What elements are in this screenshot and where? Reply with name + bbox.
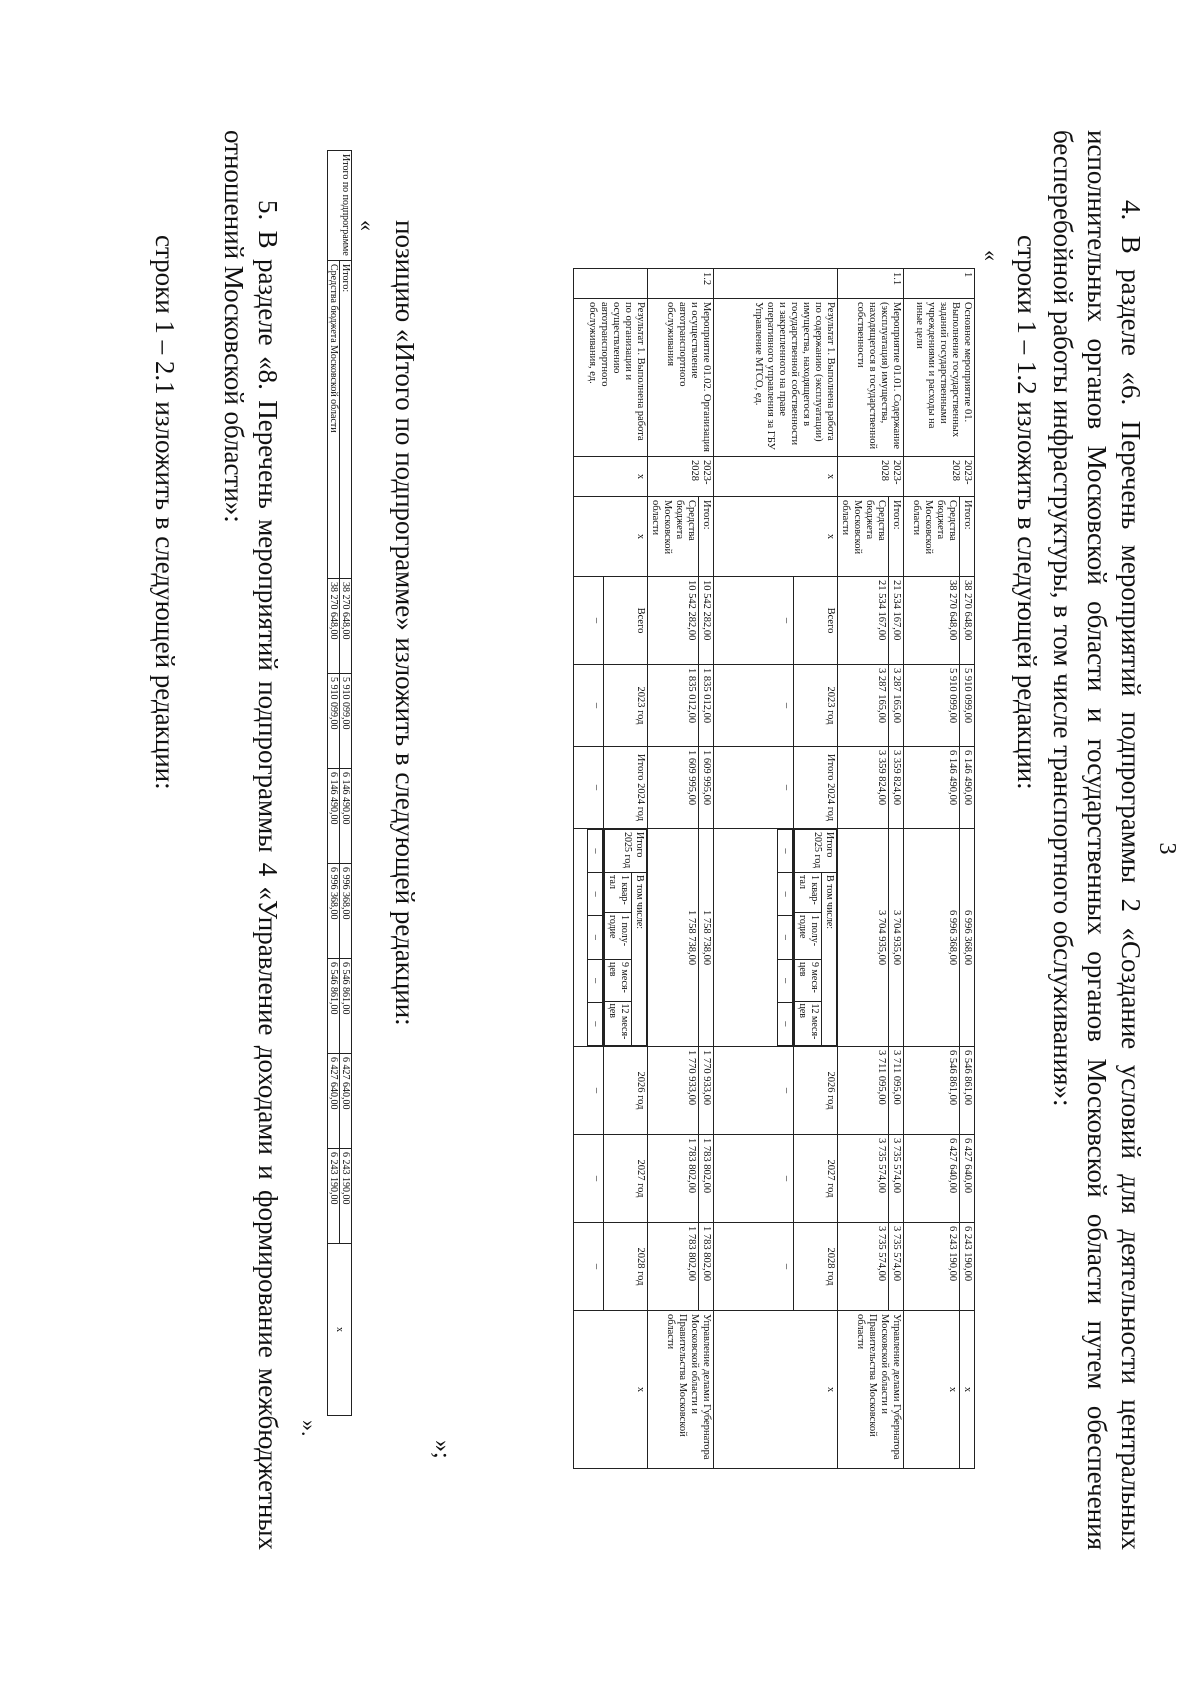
dash-cell: – — [574, 1135, 604, 1223]
dash-cell: – — [588, 873, 603, 916]
header-incl: В том числе: — [822, 873, 837, 1046]
cell-value: 3 735 574,00 — [889, 1135, 904, 1223]
cell-value: 3 359 824,00 — [889, 747, 904, 829]
header-2025: Итого 2025 год — [605, 830, 647, 873]
cell-value: 6 243 190,00 — [340, 1149, 352, 1244]
dash-cell: – — [778, 959, 793, 1002]
result-period: х — [574, 457, 648, 497]
cell-value: 1 609 995,00 — [648, 747, 699, 829]
cell-value: 6 146 490,00 — [328, 769, 340, 864]
funding-source: Средства бюджета Московской области — [904, 497, 960, 577]
dash-cell: – — [574, 1047, 604, 1135]
quarter-header — [604, 829, 647, 1046]
close-mark-2: ». — [297, 1420, 322, 1437]
header-h1: 1 полу-годие — [795, 913, 822, 960]
cell-value: 6 427 640,00 — [340, 1054, 352, 1149]
activities-table — [573, 268, 975, 1469]
cell-value: 6 427 640,00 — [904, 1135, 960, 1223]
cell-value: 6 146 490,00 — [904, 747, 960, 829]
cell-value: 6 546 861,00 — [904, 1047, 960, 1135]
cell-value: 3 711 095,00 — [838, 1047, 889, 1135]
cell-value: 3 735 574,00 — [838, 1223, 889, 1311]
cell-value: 3 287 165,00 — [838, 665, 889, 747]
activity-period: 2023-2028 — [838, 457, 904, 497]
cell-value: 6 996 368,00 — [904, 829, 960, 1047]
source-total-label: Итого: — [960, 497, 975, 577]
activity-period: 2023-2028 — [904, 457, 975, 497]
section-4-rows-instruction: строки 1 – 1.2 изложить в следующей редакции: — [1012, 235, 1042, 790]
cell-value: 6 243 190,00 — [328, 1149, 340, 1244]
header-m12: 12 меся-цев — [605, 1001, 632, 1046]
cell-value: 10 542 282,00 — [699, 577, 714, 665]
responsible-cell: х — [714, 1311, 838, 1469]
responsible-cell: х — [574, 1311, 648, 1469]
header-m9: 9 меся-цев — [605, 960, 632, 1002]
dash-cell: – — [574, 665, 604, 747]
cell-value: 5 910 099,00 — [960, 665, 975, 747]
header-2025: Итого 2025 год — [795, 830, 837, 873]
dash-cell: – — [778, 873, 793, 916]
dash-cell: – — [714, 1047, 794, 1135]
cell-value: 5 910 099,00 — [904, 665, 960, 747]
subprogram-total-label: Итого по подпрограмме — [328, 151, 352, 261]
cell-value: 1 835 012,00 — [648, 665, 699, 747]
dash-cell: – — [778, 916, 793, 959]
responsible-cell: х — [960, 1311, 975, 1469]
page-number: 3 — [1154, 842, 1180, 855]
source-total-label: Итого: — [699, 497, 714, 577]
section-5-paragraph: 5. В разделе «8. Перечень мероприятий подпрограммы 4 «Управление доходами и формирование межбюджетных отношений Московской области»: — [219, 130, 283, 1550]
activity-name: Мероприятие 01.02. Организация и осуществление автотранспортного обслуживания — [648, 299, 714, 457]
header-incl: В том числе: — [632, 873, 647, 1046]
dash-cell: – — [574, 577, 604, 665]
header-2026: 2026 год — [604, 1047, 648, 1135]
cell-value: 6 427 640,00 — [960, 1135, 975, 1223]
row-number: 1.2 — [648, 269, 714, 299]
total-label: Итого: — [340, 261, 352, 579]
dash-cell: – — [574, 1223, 604, 1311]
cell-value: 6 546 861,00 — [340, 959, 352, 1054]
result-name: Результат 1. Выполнена работа по организации и осуществлению автотранспортного обслуживания, ед. — [574, 299, 648, 457]
header-m9: 9 меся-цев — [795, 960, 822, 1002]
source-total-label: Итого: — [889, 497, 904, 577]
cell-value: 1 783 802,00 — [699, 1223, 714, 1311]
dash-cell: – — [588, 830, 603, 873]
cell-value: 5 910 099,00 — [340, 674, 352, 769]
dash-cell: – — [588, 1002, 603, 1045]
header-2026: 2026 год — [794, 1047, 838, 1135]
header-2024: Итого 2024 год — [794, 747, 838, 829]
header-q1: 1 квар-тал — [795, 873, 822, 913]
cell-value: 6 243 190,00 — [904, 1223, 960, 1311]
funding-source: Средства бюджета Московской области — [328, 261, 340, 579]
table-row — [340, 151, 352, 1416]
header-total: Всего — [604, 577, 648, 665]
header-2028: 2028 год — [794, 1223, 838, 1311]
responsible-cell: х — [904, 1311, 960, 1469]
cell-value: 3 704 935,00 — [889, 829, 904, 1047]
header-2023: 2023 год — [604, 665, 648, 747]
cell-value: 1 609 995,00 — [699, 747, 714, 829]
cell-value: 3 359 824,00 — [838, 747, 889, 829]
funding-source: Средства бюджета Московской области — [648, 497, 699, 577]
cell-value: 38 270 648,00 — [340, 579, 352, 674]
result-source: х — [714, 497, 838, 577]
cell-value: 1 835 012,00 — [699, 665, 714, 747]
cell-value: 21 534 167,00 — [838, 577, 889, 665]
dash-cell: – — [588, 959, 603, 1002]
cell-value: 6 146 490,00 — [340, 769, 352, 864]
cell-value: 6 996 368,00 — [328, 864, 340, 959]
quarter-header — [794, 829, 837, 1046]
cell-value: 6 146 490,00 — [960, 747, 975, 829]
header-h1: 1 полу-годие — [605, 913, 632, 960]
cell-value: 6 996 368,00 — [960, 829, 975, 1047]
cell-value: 21 534 167,00 — [889, 577, 904, 665]
dash-cell: – — [714, 665, 794, 747]
cell-value: 3 287 165,00 — [889, 665, 904, 747]
table-row — [699, 269, 714, 1469]
dash-cell: – — [714, 1135, 794, 1223]
table-row — [604, 269, 648, 1469]
responsible-cell: Управление делами Губернатора Московской области и Правительства Московской области — [648, 1311, 714, 1469]
cell-value: 6 243 190,00 — [960, 1223, 975, 1311]
dash-cell: – — [714, 747, 794, 829]
dash-cell: – — [714, 577, 794, 665]
cell-value: 6 427 640,00 — [328, 1054, 340, 1149]
row-number: 1.1 — [838, 269, 904, 299]
table-row — [889, 269, 904, 1469]
header-2023: 2023 год — [794, 665, 838, 747]
result-name: Результат 1. Выполнена работа по содержанию (эксплуатации) имущества, находящегося в государственной собственности и закрепленного на праве оперативного управления за ГБУ Управление МТСО, ед. — [714, 299, 838, 457]
cell-value: 6 996 368,00 — [340, 864, 352, 959]
cell-value: 10 542 282,00 — [648, 577, 699, 665]
cell-value: 1 783 802,00 — [648, 1223, 699, 1311]
dash-cell: – — [588, 916, 603, 959]
header-2028: 2028 год — [604, 1223, 648, 1311]
header-2027: 2027 год — [794, 1135, 838, 1223]
responsible-cell: Управление делами Губернатора Московской области и Правительства Московской области — [838, 1311, 904, 1469]
cell-value: 1 758 738,00 — [699, 829, 714, 1047]
cell-value: 1 783 802,00 — [648, 1135, 699, 1223]
cell-value: 1 758 738,00 — [648, 829, 699, 1047]
cell-value: 1 783 802,00 — [699, 1135, 714, 1223]
result-period: х — [714, 457, 838, 497]
position-instruction: позицию «Итого по подпрограмме» изложить в следующей редакции: — [390, 220, 420, 1026]
open-quote-1: « — [979, 250, 1004, 261]
cell-value: 1 770 933,00 — [699, 1047, 714, 1135]
table-row — [960, 269, 975, 1469]
section-5-rows-instruction: строки 1 – 2.1 изложить в следующей редакции: — [150, 235, 180, 790]
dash-cell: – — [778, 830, 793, 873]
activity-name: Мероприятие 01.01. Содержание (эксплуатация) имущества, находящегося в государственной собственности — [838, 299, 904, 457]
quarter-values — [777, 829, 793, 1046]
row-number: 1 — [904, 269, 975, 299]
header-q1: 1 квар-тал — [605, 873, 632, 913]
cell-value: 38 270 648,00 — [904, 577, 960, 665]
subprogram-total-table — [327, 150, 352, 1416]
activity-name: Основное мероприятие 01. Выполнение государственных заданий государственными учреждениями и расходы на иные цели — [904, 299, 975, 457]
table-row — [794, 269, 838, 1469]
close-mark-1: »; — [429, 1440, 455, 1459]
section-4-paragraph: 4. В разделе «6. Перечень мероприятий подпрограммы 2 «Создание условий для деятельности центральных исполнительных органов Московской области и государственных органов Московской области путем обеспечения бесперебойной работы инфраструктуры, в том числе транспортного обслуживания»: — [1048, 130, 1146, 1550]
activity-period: 2023-2028 — [648, 457, 714, 497]
header-total: Всего — [794, 577, 838, 665]
cell-value: 3 735 574,00 — [889, 1223, 904, 1311]
cell-value: 1 770 933,00 — [648, 1047, 699, 1135]
quarter-values — [587, 829, 603, 1046]
responsible-cell: х — [328, 1244, 352, 1416]
result-source: х — [574, 497, 648, 577]
header-m12: 12 меся-цев — [795, 1001, 822, 1046]
table-row — [328, 151, 340, 1416]
open-quote-2: « — [355, 220, 380, 231]
cell-value: 38 270 648,00 — [328, 579, 340, 674]
cell-value: 38 270 648,00 — [960, 577, 975, 665]
dash-cell: – — [778, 1002, 793, 1045]
cell-value: 5 910 099,00 — [328, 674, 340, 769]
dash-cell: – — [714, 1223, 794, 1311]
header-2027: 2027 год — [604, 1135, 648, 1223]
dash-cell: – — [574, 747, 604, 829]
cell-value: 6 546 861,00 — [328, 959, 340, 1054]
cell-value: 3 711 095,00 — [889, 1047, 904, 1135]
funding-source: Средства бюджета Московской области — [838, 497, 889, 577]
cell-value: 3 704 935,00 — [838, 829, 889, 1047]
cell-value: 6 546 861,00 — [960, 1047, 975, 1135]
header-2024: Итого 2024 год — [604, 747, 648, 829]
cell-value: 3 735 574,00 — [838, 1135, 889, 1223]
